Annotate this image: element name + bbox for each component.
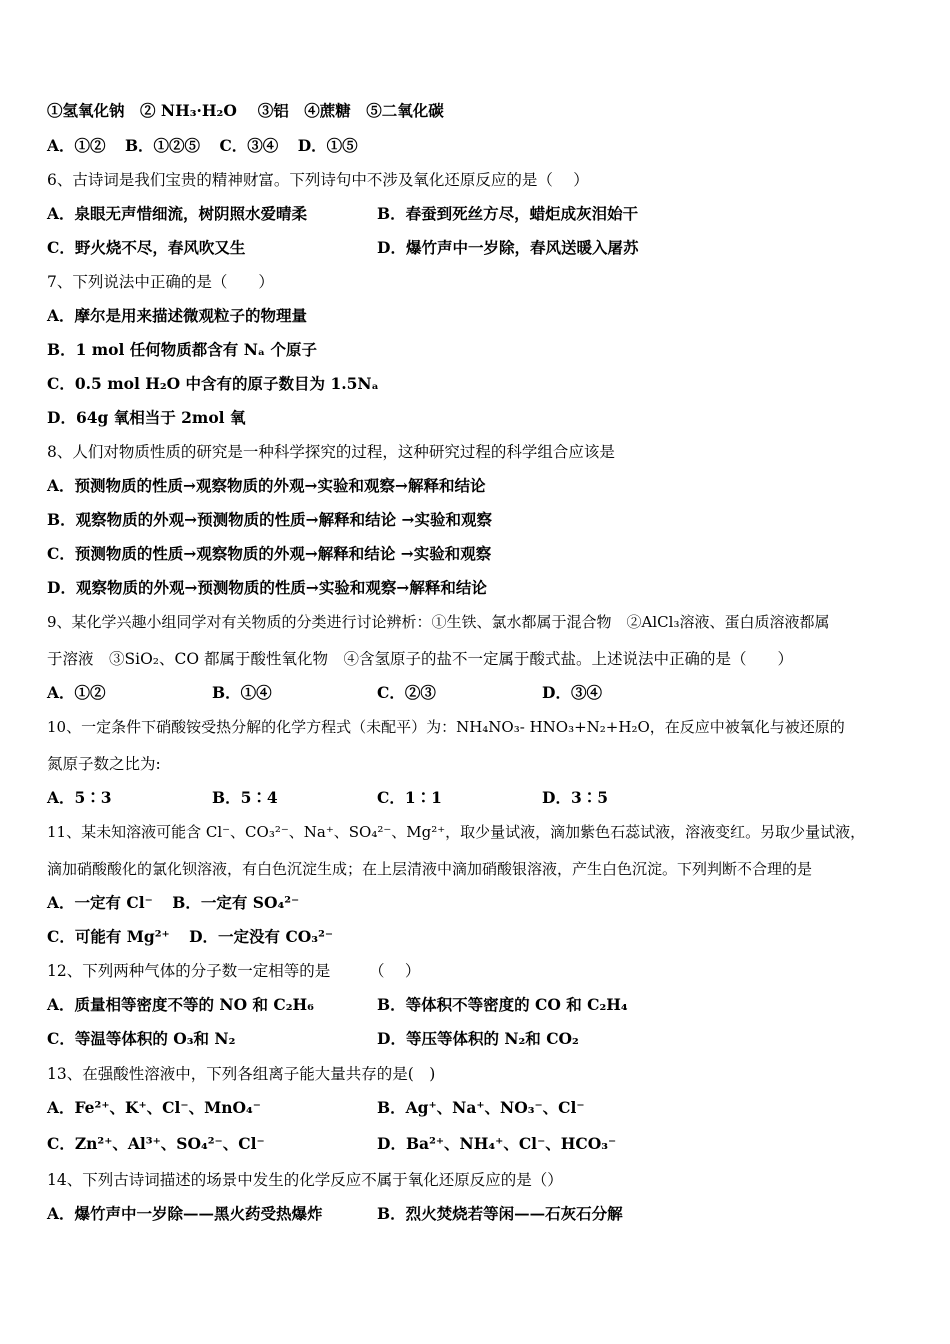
q12-stem: 12、下列两种气体的分子数一定相等的是 （ ） bbox=[47, 962, 421, 980]
q6-option-b: B．春蚕到死丝方尽，蜡炬成灰泪始干 bbox=[377, 204, 639, 223]
q12-option-d: D．等压等体积的 N₂和 CO₂ bbox=[377, 1029, 579, 1048]
q14-option-a: A．爆竹声中一岁除——黑火药受热爆炸 bbox=[47, 1204, 323, 1223]
q6-option-c: C．野火烧不尽，春风吹又生 bbox=[47, 238, 246, 257]
q8-option-a: A．预测物质的性质→观察物质的外观→实验和观察→解释和结论 bbox=[47, 476, 486, 495]
q10-stem-line1: 10、一定条件下硝酸铵受热分解的化学方程式（未配平）为：NH₄NO₃- HNO₃+N₂+H₂O，在反应中被氧化与被还原的 bbox=[47, 718, 845, 736]
q13-option-a: A．Fe²⁺、K⁺、Cl⁻、MnO₄⁻ bbox=[47, 1098, 261, 1117]
q5-option-c: C．③④ bbox=[219, 136, 279, 155]
q9-option-b: B．①④ bbox=[212, 683, 272, 702]
q11-option-d: D．一定没有 CO₃²⁻ bbox=[189, 927, 334, 946]
q12-option-a: A．质量相等密度不等的 NO 和 C₂H₆ bbox=[47, 995, 314, 1014]
q11-option-a: A．一定有 Cl⁻ bbox=[47, 893, 153, 912]
q6-option-d: D．爆竹声中一岁除，春风送暖入屠苏 bbox=[377, 238, 639, 257]
q5-option-b: B．①②⑤ bbox=[124, 136, 201, 155]
q6-stem: 6、古诗词是我们宝贵的精神财富。下列诗句中不涉及氧化还原反应的是（ ） bbox=[47, 171, 589, 189]
q6-option-a: A．泉眼无声惜细流，树阴照水爱晴柔 bbox=[47, 204, 308, 223]
q14-option-b: B．烈火焚烧若等闲——石灰石分解 bbox=[377, 1204, 623, 1223]
q13-option-d: D．Ba²⁺、NH₄⁺、Cl⁻、HCO₃⁻ bbox=[377, 1134, 617, 1153]
q5-option-d: D．①⑤ bbox=[297, 136, 358, 155]
q10-option-a: A．5∶3 bbox=[47, 788, 112, 807]
q11-options-row2 bbox=[47, 927, 333, 947]
q8-stem: 8、人们对物质性质的研究是一种科学探究的过程，这种研究过程的科学组合应该是 bbox=[47, 443, 615, 461]
q11-stem-line1: 11、某未知溶液可能含 Cl⁻、CO₃²⁻、Na⁺、SO₄²⁻、Mg²⁺，取少量试液，滴加紫色石蕊试液，溶液变红。另取少量试液， bbox=[47, 823, 866, 841]
q8-option-b: B．观察物质的外观→预测物质的性质→解释和结论 →实验和观察 bbox=[47, 510, 492, 529]
q9-option-c: C．②③ bbox=[377, 683, 436, 702]
q12-option-c: C．等温等体积的 O₃和 N₂ bbox=[47, 1029, 236, 1048]
q7-option-d: D．64g 氧相当于 2mol 氧 bbox=[47, 408, 246, 427]
q11-stem-line2: 滴加硝酸酸化的氯化钡溶液，有白色沉淀生成；在上层清液中滴加硝酸银溶液，产生白色沉淀。下列判断不合理的是 bbox=[47, 860, 813, 878]
q5-options bbox=[47, 136, 358, 156]
q9-option-a: A．①② bbox=[47, 683, 106, 702]
q9-stem-line1: 9、某化学兴趣小组同学对有关物质的分类进行讨论辨析：①生铁、氯水都属于混合物 ②AlCl₃溶液、蛋白质溶液都属 bbox=[47, 613, 830, 631]
q14-stem: 14、下列古诗词描述的场景中发生的化学反应不属于氧化还原反应的是（） bbox=[47, 1171, 563, 1189]
q9-stem-line2: 于溶液 ③SiO₂、CO 都属于酸性氧化物 ④含氢原子的盐不一定属于酸式盐。上述说法中正确的是（ ） bbox=[47, 650, 793, 668]
q5-items: ①氢氧化钠 ② NH₃·H₂O ③铝 ④蔗糖 ⑤二氧化碳 bbox=[47, 101, 444, 120]
q10-option-b: B．5∶4 bbox=[212, 788, 278, 807]
q7-option-c: C．0.5 mol H₂O 中含有的原子数目为 1.5Nₐ bbox=[47, 374, 379, 393]
q10-option-c: C．1∶1 bbox=[377, 788, 442, 807]
q9-option-d: D．③④ bbox=[542, 683, 602, 702]
q12-option-b: B．等体积不等密度的 CO 和 C₂H₄ bbox=[377, 995, 628, 1014]
q13-option-b: B．Ag⁺、Na⁺、NO₃⁻、Cl⁻ bbox=[377, 1098, 585, 1117]
q10-stem-line2: 氮原子数之比为: bbox=[47, 755, 161, 773]
q7-option-b: B．1 mol 任何物质都含有 Nₐ 个原子 bbox=[47, 340, 317, 359]
q11-option-c: C．可能有 Mg²⁺ bbox=[47, 927, 170, 946]
q11-option-b: B．一定有 SO₄²⁻ bbox=[172, 893, 300, 912]
q7-stem: 7、下列说法中正确的是（ ） bbox=[47, 273, 274, 291]
q8-option-c: C．预测物质的性质→观察物质的外观→解释和结论 →实验和观察 bbox=[47, 544, 492, 563]
q7-option-a: A．摩尔是用来描述微观粒子的物理量 bbox=[47, 306, 308, 325]
q13-option-c: C．Zn²⁺、Al³⁺、SO₄²⁻、Cl⁻ bbox=[47, 1134, 265, 1153]
q8-option-d: D．观察物质的外观→预测物质的性质→实验和观察→解释和结论 bbox=[47, 578, 487, 597]
q13-stem: 13、在强酸性溶液中，下列各组离子能大量共存的是( ) bbox=[47, 1065, 436, 1083]
q10-option-d: D．3∶5 bbox=[542, 788, 609, 807]
q11-options-row1 bbox=[47, 893, 299, 913]
q5-option-a: A．①② bbox=[47, 136, 106, 155]
